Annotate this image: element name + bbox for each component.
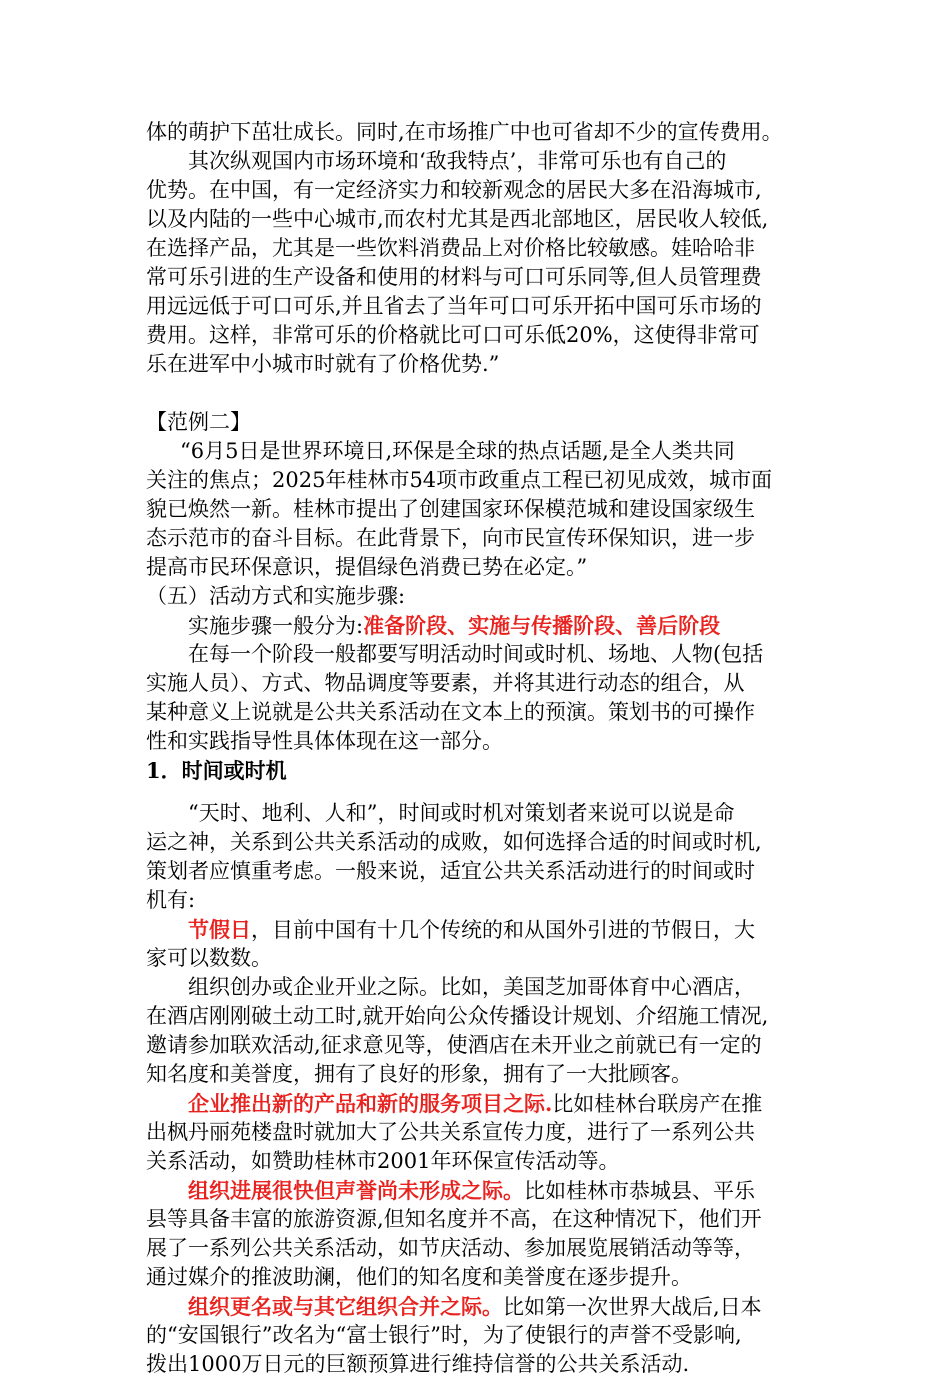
paragraph-line: 机有: xyxy=(146,888,196,912)
paragraph-line: 其次纵观国内市场环境和‘敌我特点’，非常可乐也有自己的 xyxy=(188,149,727,173)
paragraph-line: 关系活动，如赞助桂林市2001年环保宣传活动等。 xyxy=(146,1149,620,1173)
paragraph-line: 提高市民环保意识，提倡绿色消费已势在必定。” xyxy=(146,555,588,579)
paragraph-line: 实施人员）、方式、物品调度等要素，并将其进行动态的组合，从 xyxy=(146,671,745,695)
paragraph-line xyxy=(146,611,816,640)
product-emphasis: 企业推出新的产品和新的服务项目之际. xyxy=(188,1091,553,1116)
paragraph-line: 态示范市的奋斗目标。在此背景下，向市民宣传环保知识，进一步 xyxy=(146,526,755,550)
paragraph-line: 乐在进军中小城市时就有了价格优势.” xyxy=(146,352,500,376)
paragraph-line: 家可以数数。 xyxy=(146,946,272,970)
paragraph-line: 的“安国银行”改名为“富士银行”时，为了使银行的声誉不受影响, xyxy=(146,1323,742,1347)
paragraph-line: 拨出1000万日元的巨额预算进行维持信誉的公共关系活动. xyxy=(146,1352,690,1376)
paragraph-line: 在每一个阶段一般都要写明活动时间或时机、场地、人物(包括 xyxy=(188,642,764,666)
paragraph-line: 以及内陆的一些中心城市,而农村尤其是西北部地区，居民收人较低, xyxy=(146,207,769,231)
paragraph-line: “天时、地利、人和”，时间或时机对策划者来说可以说是命 xyxy=(188,801,735,825)
paragraph-line: 体的萌护下茁壮成长。同时,在市场推广中也可省却不少的宣传费用。 xyxy=(146,120,783,144)
section-heading: （五）活动方式和实施步骤: xyxy=(146,584,406,608)
paragraph-line xyxy=(146,1292,816,1321)
paragraph-line: 县等具备丰富的旅游资源,但知名度并不高，在这种情况下，他们开 xyxy=(146,1207,762,1231)
growth-emphasis: 组织进展很快但声誉尚未形成之际。 xyxy=(188,1178,524,1203)
paragraph-line: 关注的焦点；2025年桂林市54项市政重点工程已初见成效，城市面 xyxy=(146,468,773,492)
example-heading: 【范例二】 xyxy=(146,410,251,434)
paragraph-line: 某种意义上说就是公共关系活动在文本上的预演。策划书的可操作 xyxy=(146,700,755,724)
paragraph-line: 优势。在中国，有一定经济实力和较新观念的居民大多在沿海城市, xyxy=(146,178,762,202)
growth-text: 比如桂林市恭城县、平乐 xyxy=(524,1179,755,1203)
paragraph-line: 通过媒介的推波助澜，他们的知名度和美誉度在逐步提升。 xyxy=(146,1265,692,1289)
paragraph-line: 出枫丹丽苑楼盘时就加大了公共关系宣传力度，进行了一系列公共 xyxy=(146,1120,755,1144)
holiday-text: ，目前中国有十几个传统的和从国外引进的节假日，大 xyxy=(251,918,755,942)
paragraph-line: 组织创办或企业开业之际。比如，美国芝加哥体育中心酒店， xyxy=(188,975,755,999)
paragraph-line: 策划者应慎重考虑。一般来说，适宜公共关系活动进行的时间或时 xyxy=(146,859,755,883)
subsection-heading: 1．时间或时机 xyxy=(146,758,287,783)
paragraph-line: 邀请参加联欢活动,征求意见等，使酒店在未开业之前就已有一定的 xyxy=(146,1033,762,1057)
rename-text: 比如第一次世界大战后,日本 xyxy=(503,1295,762,1319)
paragraph-line: 用远远低于可口可乐,并且省去了当年可口可乐开拓中国可乐市场的 xyxy=(146,294,762,318)
paragraph-line: 运之神，关系到公共关系活动的成败，如何选择合适的时间或时机, xyxy=(146,830,762,854)
paragraph-line: 在选择产品，尤其是一些饮料消费品上对价格比较敏感。娃哈哈非 xyxy=(146,236,755,260)
holiday-emphasis: 节假日 xyxy=(188,917,251,942)
paragraph-line: 貌已焕然一新。桂林市提出了创建国家环保模范城和建设国家级生 xyxy=(146,497,755,521)
paragraph-line: 在酒店刚刚破土动工时,就开始向公众传播设计规划、介绍施工情况, xyxy=(146,1004,769,1028)
product-text: 比如桂林台联房产在推 xyxy=(552,1092,763,1116)
paragraph-line xyxy=(146,1176,816,1205)
spacer xyxy=(146,379,816,408)
paragraph-line xyxy=(146,1089,816,1118)
paragraph-line: 性和实践指导性具体体现在这一部分。 xyxy=(146,729,503,753)
rename-emphasis: 组织更名或与其它组织合并之际。 xyxy=(188,1294,503,1319)
paragraph-line: 知名度和美誉度，拥有了良好的形象，拥有了一大批顾客。 xyxy=(146,1062,692,1086)
steps-emphasis: 准备阶段、实施与传播阶段、善后阶段 xyxy=(363,613,721,638)
steps-prefix: 实施步骤一般分为: xyxy=(188,614,364,638)
paragraph-line: “6月5日是世界环境日,环保是全球的热点话题,是全人类共同 xyxy=(180,439,735,463)
paragraph-line: 展了一系列公共关系活动，如节庆活动、参加展览展销活动等等， xyxy=(146,1236,755,1260)
paragraph-line: 费用。这样，非常可乐的价格就比可口可乐低20%，这使得非常可 xyxy=(146,323,760,347)
paragraph-line: 常可乐引进的生产设备和使用的材料与可口可乐同等,但人员管理费 xyxy=(146,265,762,289)
paragraph-line xyxy=(146,915,816,944)
spacer xyxy=(146,785,816,799)
document-page xyxy=(146,118,816,1379)
